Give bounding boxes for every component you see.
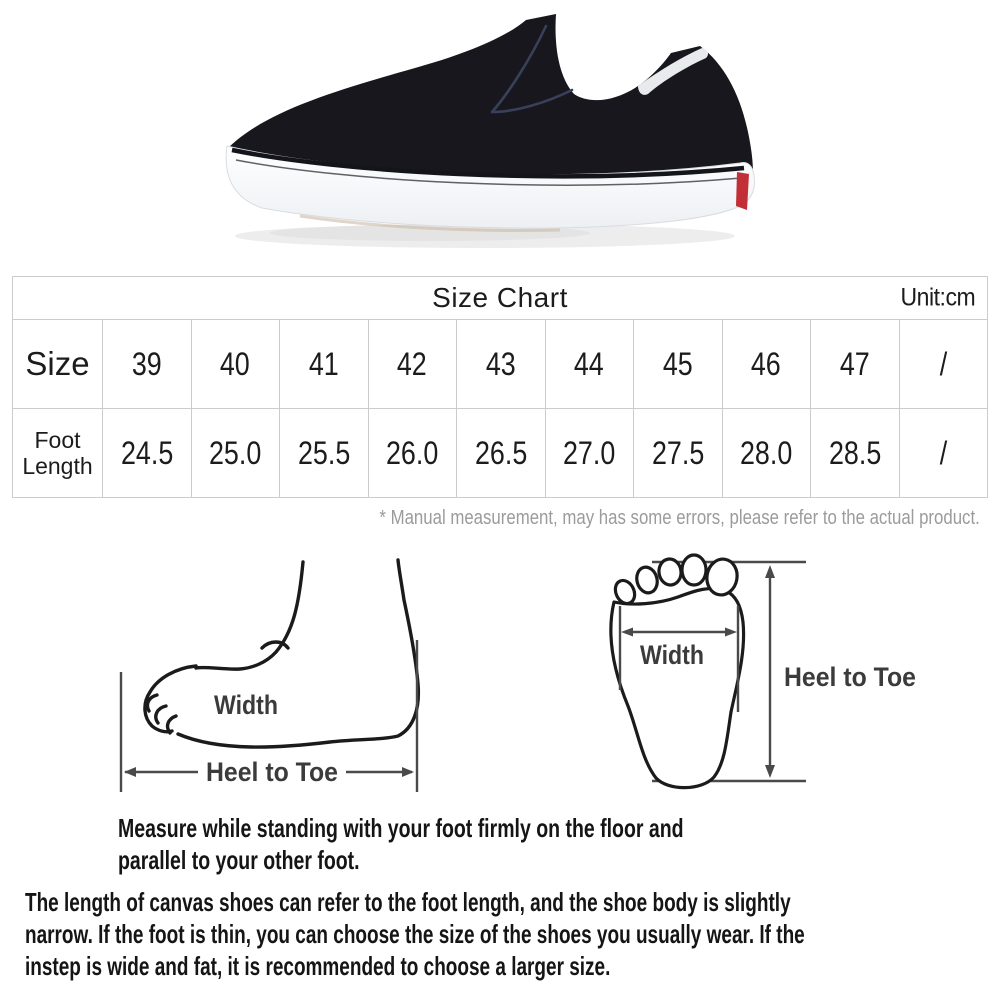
foot-length-cell: 28.0 bbox=[722, 409, 811, 498]
toe-fourth bbox=[634, 565, 660, 595]
sole-length-label: Heel to Toe bbox=[784, 662, 916, 692]
foot-length-cell: 27.5 bbox=[634, 409, 723, 498]
size-cell: 44 bbox=[545, 320, 634, 409]
size-chart-unit: Unit:cm bbox=[900, 283, 975, 312]
arrow-head-left-icon bbox=[124, 767, 136, 777]
fit-advice-paragraph bbox=[25, 886, 1000, 982]
foot-side-view bbox=[121, 560, 418, 792]
fit-advice-line: narrow. If the foot is thin, you can choose the size of the shoes you usually wear. If the bbox=[25, 919, 805, 949]
foot-length-cell: 25.0 bbox=[191, 409, 280, 498]
size-cell: 39 bbox=[103, 320, 192, 409]
measure-instruction-line: Measure while standing with your foot firmly on the floor and bbox=[118, 813, 684, 843]
measurement-disclaimer: * Manual measurement, may has some errors, please refer to the actual product. bbox=[379, 507, 980, 529]
foot-length-cell: 26.0 bbox=[368, 409, 457, 498]
foot-length-cell: 27.0 bbox=[545, 409, 634, 498]
foot-length-cell: 24.5 bbox=[103, 409, 192, 498]
size-chart-table bbox=[12, 276, 988, 498]
size-cell: 40 bbox=[191, 320, 280, 409]
measure-instruction-line: parallel to your other foot. bbox=[118, 845, 360, 875]
foot-length-cell: 25.5 bbox=[280, 409, 369, 498]
row-label-foot-length: Foot Length bbox=[13, 409, 103, 498]
product-photo bbox=[0, 0, 1000, 262]
foot-side-outline bbox=[145, 560, 418, 747]
fit-advice-line: instep is wide and fat, it is recommended to choose a larger size. bbox=[25, 951, 611, 981]
shoe-illustration bbox=[0, 0, 1000, 262]
row-label-size: Size bbox=[13, 320, 103, 409]
foot-sole-view bbox=[611, 555, 916, 788]
size-cell: 42 bbox=[368, 320, 457, 409]
size-cell: 43 bbox=[457, 320, 546, 409]
side-length-label: Heel to Toe bbox=[206, 757, 338, 787]
measurement-diagram bbox=[0, 540, 1000, 810]
size-chart-header bbox=[13, 277, 988, 320]
fit-advice-line: The length of canvas shoes can refer to the foot length, and the shoe body is slightly bbox=[25, 887, 791, 917]
size-cell: 47 bbox=[811, 320, 900, 409]
arrow-head-right-icon bbox=[402, 767, 414, 777]
arrow-head-up-icon bbox=[765, 565, 775, 578]
side-width-label: Width bbox=[214, 690, 278, 720]
size-cell: 41 bbox=[280, 320, 369, 409]
toe-second bbox=[682, 555, 706, 585]
foot-length-cell: 26.5 bbox=[457, 409, 546, 498]
foot-length-cell: 28.5 bbox=[811, 409, 900, 498]
size-cell: 46 bbox=[722, 320, 811, 409]
sole-width-label: Width bbox=[640, 640, 704, 670]
arrow-head-down-icon bbox=[765, 765, 775, 778]
size-cell: 45 bbox=[634, 320, 723, 409]
table-row-size bbox=[13, 320, 988, 409]
table-row-foot-length bbox=[13, 409, 988, 498]
foot-length-cell: / bbox=[899, 409, 988, 498]
size-cell: / bbox=[899, 320, 988, 409]
shoe-heel-tag bbox=[736, 172, 749, 210]
size-chart-title: Size Chart bbox=[432, 282, 568, 313]
measure-instruction bbox=[118, 812, 872, 876]
sole-outline bbox=[611, 589, 744, 788]
